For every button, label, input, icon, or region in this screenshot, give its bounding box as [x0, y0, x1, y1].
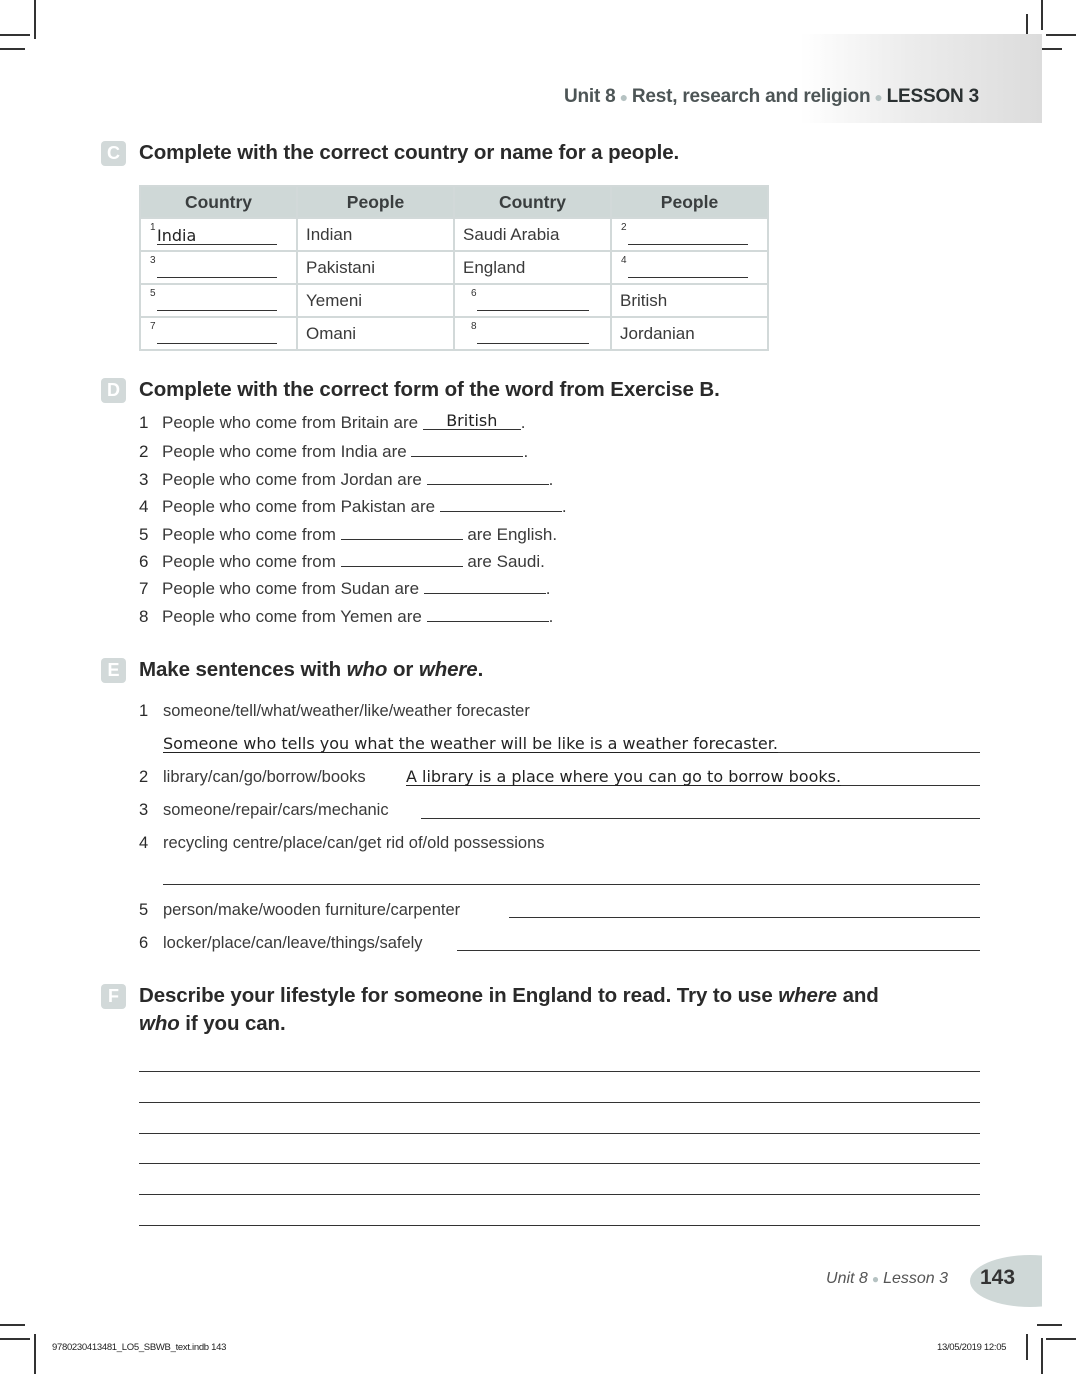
- list-item: [139, 577, 567, 604]
- item-number: 1: [150, 222, 156, 233]
- item-text: People who come from Yemen are: [162, 606, 427, 626]
- instruction-text: and: [836, 984, 879, 1007]
- answer-blank[interactable]: [341, 550, 463, 567]
- answer-line[interactable]: [509, 901, 980, 918]
- crop-mark: [1041, 0, 1043, 30]
- list-item: [139, 834, 545, 853]
- item-text: .: [548, 606, 554, 626]
- answer-cell[interactable]: [454, 317, 611, 350]
- handwritten-answer: Someone who tells you what the weather will be like is a weather forecaster.: [163, 734, 778, 753]
- answer-blank[interactable]: [424, 577, 546, 594]
- writing-line[interactable]: [139, 1209, 980, 1226]
- handwritten-answer: India: [157, 226, 197, 245]
- instruction-emphasis: where: [778, 984, 837, 1007]
- table-cell: Omani: [297, 317, 454, 350]
- crop-mark: [1041, 1338, 1043, 1374]
- item-text: People who come from India are: [162, 442, 412, 462]
- footer-lesson: Lesson 3: [883, 1270, 948, 1287]
- section-d-instruction: Complete with the correct form of the word from Exercise B.: [139, 378, 720, 401]
- slug-file: 9780230413481_LO5_SBWB_text.indb 143: [52, 1342, 227, 1353]
- answer-cell[interactable]: [140, 251, 297, 284]
- crop-mark: [0, 48, 25, 50]
- answer-line[interactable]: [421, 802, 980, 819]
- item-prompt: locker/place/can/leave/things/safely: [163, 934, 423, 952]
- answer-blank[interactable]: [423, 413, 521, 430]
- table-row: [140, 218, 768, 251]
- item-number: 5: [139, 524, 149, 544]
- item-text: People who come from Pakistan are: [162, 497, 440, 517]
- item-number: 8: [471, 321, 477, 332]
- table-cell: Indian: [297, 218, 454, 251]
- item-number: 5: [150, 288, 156, 299]
- table-row: [140, 317, 768, 350]
- slug-datetime: 13/05/2019 12:05: [937, 1342, 1007, 1353]
- crop-mark: [34, 0, 36, 39]
- writing-line[interactable]: [139, 1117, 980, 1134]
- column-header: People: [297, 186, 454, 218]
- answer-blank[interactable]: [440, 495, 562, 512]
- crop-mark: [0, 1324, 25, 1326]
- writing-line[interactable]: [139, 1055, 980, 1072]
- list-item: [139, 768, 366, 787]
- answer-line[interactable]: [457, 934, 980, 951]
- instruction-text: if you can.: [179, 1012, 286, 1035]
- table-cell: England: [454, 251, 611, 284]
- answer-line[interactable]: [163, 868, 980, 885]
- section-f-instruction: [139, 984, 879, 1008]
- answer-blank[interactable]: [157, 257, 277, 278]
- list-item: [139, 468, 567, 495]
- item-text: People who come from Sudan are: [162, 579, 424, 599]
- writing-line[interactable]: [139, 1178, 980, 1195]
- item-text: .: [545, 579, 551, 599]
- item-text: .: [523, 442, 529, 462]
- crop-mark: [0, 1338, 30, 1340]
- item-number: 3: [139, 801, 149, 819]
- answer-blank[interactable]: [411, 440, 523, 457]
- column-header: Country: [140, 186, 297, 218]
- section-f-badge: F: [101, 984, 126, 1009]
- item-prompt: library/can/go/borrow/books: [163, 768, 366, 786]
- item-number: 5: [139, 901, 149, 919]
- item-text: .: [561, 497, 567, 517]
- item-number: 7: [150, 321, 156, 332]
- item-number: 3: [150, 255, 156, 266]
- list-item: [139, 413, 567, 440]
- list-item: [139, 550, 567, 577]
- item-number: 4: [139, 834, 149, 852]
- crop-mark: [0, 34, 30, 36]
- table-cell: Yemeni: [297, 284, 454, 317]
- item-number: 6: [139, 551, 149, 571]
- table-cell: Saudi Arabia: [454, 218, 611, 251]
- list-item: [139, 934, 423, 953]
- item-number: 4: [621, 255, 627, 266]
- section-c-badge: C: [101, 141, 126, 166]
- lesson-label: LESSON 3: [886, 86, 979, 107]
- list-item: [139, 702, 530, 721]
- item-number: 6: [139, 934, 149, 952]
- instruction-text: .: [477, 658, 484, 681]
- writing-line[interactable]: [139, 1147, 980, 1164]
- item-text: People who come from: [162, 551, 341, 571]
- unit-title: Rest, research and religion: [631, 86, 871, 107]
- running-head: [564, 86, 979, 108]
- page-number: 143: [980, 1266, 1016, 1289]
- unit-label: Unit 8: [563, 86, 616, 107]
- column-header: Country: [454, 186, 611, 218]
- list-item: [139, 901, 460, 920]
- item-prompt: recycling centre/place/can/get rid of/old possessions: [163, 834, 545, 852]
- handwritten-answer: British: [446, 411, 498, 430]
- item-number: 2: [621, 222, 627, 233]
- item-number: 7: [139, 579, 149, 599]
- instruction-text: Describe your lifestyle for someone in England to read. Try to use: [139, 984, 779, 1007]
- answer-blank[interactable]: [427, 605, 549, 622]
- answer-cell[interactable]: [140, 218, 297, 251]
- item-text: are English.: [462, 524, 558, 544]
- item-text: .: [520, 413, 526, 432]
- answer-blank[interactable]: [477, 323, 589, 344]
- country-people-table: [139, 185, 769, 351]
- table-cell: British: [611, 284, 768, 317]
- header-band: [800, 34, 1042, 123]
- table-header-row: [140, 186, 768, 218]
- section-c-instruction: Complete with the correct country or name for a people.: [139, 141, 680, 164]
- item-number: 3: [139, 469, 149, 489]
- crop-mark: [1046, 1338, 1076, 1340]
- item-text: .: [548, 469, 554, 489]
- writing-line[interactable]: [139, 1086, 980, 1103]
- answer-blank[interactable]: [157, 290, 277, 311]
- handwritten-answer: A library is a place where you can go to borrow books.: [406, 767, 842, 786]
- item-number: 1: [139, 702, 149, 720]
- item-number: 2: [139, 768, 149, 786]
- footer-label: [826, 1270, 948, 1288]
- bullet-icon: ●: [874, 89, 883, 105]
- crop-mark: [1037, 1324, 1062, 1326]
- list-item: [139, 523, 567, 550]
- column-header: People: [611, 186, 768, 218]
- table-cell: Jordanian: [611, 317, 768, 350]
- instruction-text: or: [387, 658, 419, 681]
- instruction-emphasis: where: [418, 658, 478, 681]
- answer-blank[interactable]: [477, 290, 589, 311]
- list-item: [139, 440, 567, 467]
- item-text: are Saudi.: [462, 551, 545, 571]
- answer-blank[interactable]: [427, 468, 549, 485]
- table-row: [140, 284, 768, 317]
- crop-mark: [1046, 34, 1076, 36]
- section-e-badge: E: [101, 658, 126, 683]
- section-f-instruction-line2: [139, 1012, 286, 1036]
- footer-unit: Unit 8: [826, 1270, 868, 1287]
- answer-cell[interactable]: [611, 251, 768, 284]
- answer-blank[interactable]: [157, 224, 277, 245]
- instruction-text: Make sentences with: [139, 658, 347, 681]
- item-number: 1: [139, 413, 149, 432]
- crop-mark: [34, 1334, 36, 1374]
- table-cell: Pakistani: [297, 251, 454, 284]
- item-number: 4: [139, 497, 149, 517]
- answer-cell[interactable]: [454, 284, 611, 317]
- page-margin: [1042, 1240, 1076, 1320]
- answer-cell[interactable]: [140, 284, 297, 317]
- item-number: 2: [139, 442, 149, 462]
- item-number: 8: [139, 606, 149, 626]
- list-item: [139, 605, 567, 632]
- bullet-icon: ●: [619, 89, 628, 105]
- instruction-emphasis: who: [346, 658, 388, 681]
- section-d-badge: D: [101, 378, 126, 403]
- item-prompt: person/make/wooden furniture/carpenter: [163, 901, 461, 919]
- item-text: People who come from: [162, 524, 341, 544]
- item-prompt: someone/tell/what/weather/like/weather forecaster: [163, 702, 530, 720]
- item-prompt: someone/repair/cars/mechanic: [163, 801, 389, 819]
- answer-cell[interactable]: [611, 218, 768, 251]
- item-number: 6: [471, 288, 477, 299]
- bullet-icon: ●: [871, 1272, 880, 1286]
- answer-blank[interactable]: [157, 323, 277, 344]
- table-row: [140, 251, 768, 284]
- crop-mark: [1026, 1334, 1028, 1360]
- list-item: [139, 801, 389, 820]
- list-item: [139, 495, 567, 522]
- instruction-emphasis: who: [139, 1012, 180, 1035]
- answer-blank[interactable]: [628, 257, 748, 278]
- answer-blank[interactable]: [341, 523, 463, 540]
- answer-blank[interactable]: [628, 224, 748, 245]
- section-e-instruction: [139, 658, 483, 682]
- item-text: People who come from Britain are: [162, 413, 423, 432]
- answer-cell[interactable]: [140, 317, 297, 350]
- section-d-list: [139, 413, 567, 632]
- item-text: People who come from Jordan are: [162, 469, 427, 489]
